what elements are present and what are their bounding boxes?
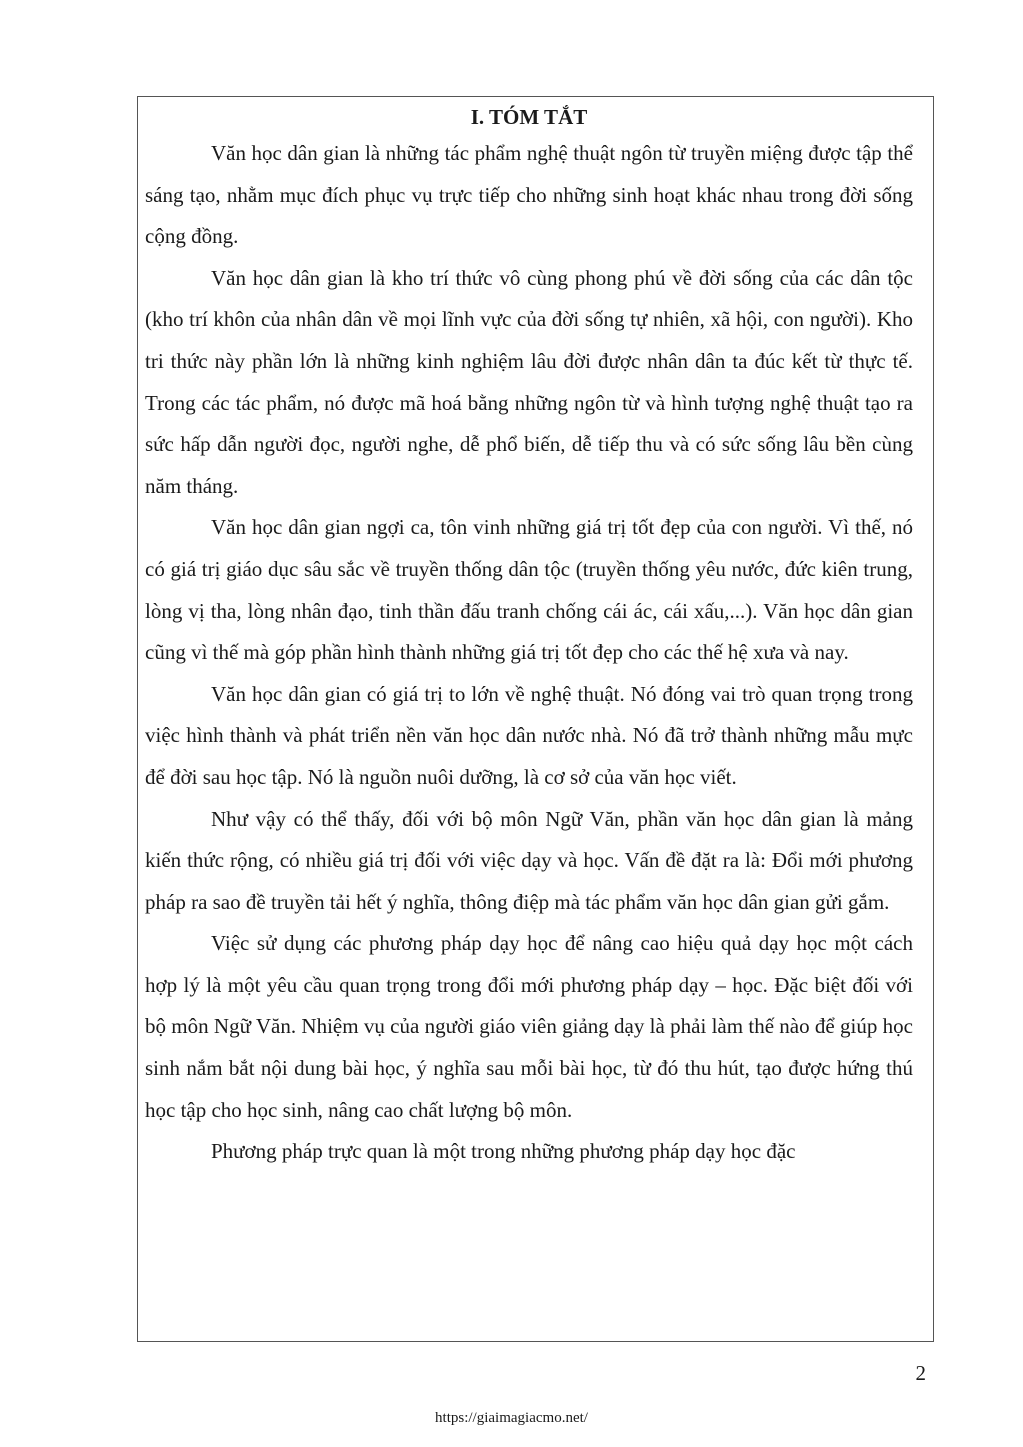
paragraph-1: Văn học dân gian là những tác phẩm nghệ thuật ngôn từ truyền miệng được tập thể sáng tạo, nhằm mục đích phục vụ trực tiếp cho những sinh hoạt khác nhau trong đời sống cộng đồng. xyxy=(145,141,913,249)
text-frame xyxy=(137,96,934,1342)
page-number: 2 xyxy=(915,1361,926,1385)
paragraph-6: Việc sử dụng các phương pháp dạy học để nâng cao hiệu quả dạy học một cách hợp lý là một yêu cầu quan trọng trong đổi mới phương pháp dạy – học. Đặc biệt đối với bộ môn Ngữ Văn. Nhiệm vụ của người giáo viên giảng dạy là phải làm thế nào để giúp học sinh nắm bắt nội dung bài học, ý nghĩa sau mỗi bài học, từ đó thu hút, tạo được hứng thú học tập cho học sinh, nâng cao chất lượng bộ môn. xyxy=(145,931,913,1122)
paragraph-5: Như vậy có thể thấy, đối với bộ môn Ngữ Văn, phần văn học dân gian là mảng kiến thức rộng, có nhiều giá trị đối với việc dạy và học. Vấn đề đặt ra là: Đổi mới phương pháp ra sao đề truyền tải hết ý nghĩa, thông điệp mà tác phẩm văn học dân gian gửi gắm. xyxy=(145,806,913,914)
paragraph-7: Phương pháp trực quan là một trong những phương pháp dạy học đặc xyxy=(211,1139,796,1164)
paragraph-4: Văn học dân gian có giá trị to lớn về nghệ thuật. Nó đóng vai trò quan trọng trong việc hình thành và phát triển nền văn học dân nước nhà. Nó đã trở thành những mẫu mực để đời sau học tập. Nó là nguồn nuôi dưỡng, là cơ sở của văn học viết. xyxy=(145,681,913,789)
footer-url[interactable]: https://giaimagiacmo.net/ xyxy=(435,1410,588,1426)
paragraph-3: Văn học dân gian ngợi ca, tôn vinh những giá trị tốt đẹp của con người. Vì thế, nó có giá trị giáo dục sâu sắc về truyền thống dân tộc (truyền thống yêu nước, đức kiên trung, lòng vị tha, lòng nhân đạo, tinh thần đấu tranh chống cái ác, cái xấu,...). Văn học dân gian cũng vì thế mà góp phần hình thành những giá trị tốt đẹp cho các thế hệ xưa và nay. xyxy=(145,515,913,665)
section-heading: I. TÓM TẮT xyxy=(470,105,588,129)
paragraph-2: Văn học dân gian là kho trí thức vô cùng phong phú về đời sống của các dân tộc (kho trí khôn của nhân dân về mọi lĩnh vực của đời sống tự nhiên, xã hội, con người). Kho tri thức này phần lớn là những kinh nghiệm lâu đời được nhân dân ta đúc kết từ thực tế. Trong các tác phẩm, nó được mã hoá bằng những ngôn từ và hình tượng nghệ thuật tạo ra sức hấp dẫn người đọc, người nghe, dễ phổ biến, dễ tiếp thu và có sức sống lâu bền cùng năm tháng. xyxy=(145,265,913,498)
